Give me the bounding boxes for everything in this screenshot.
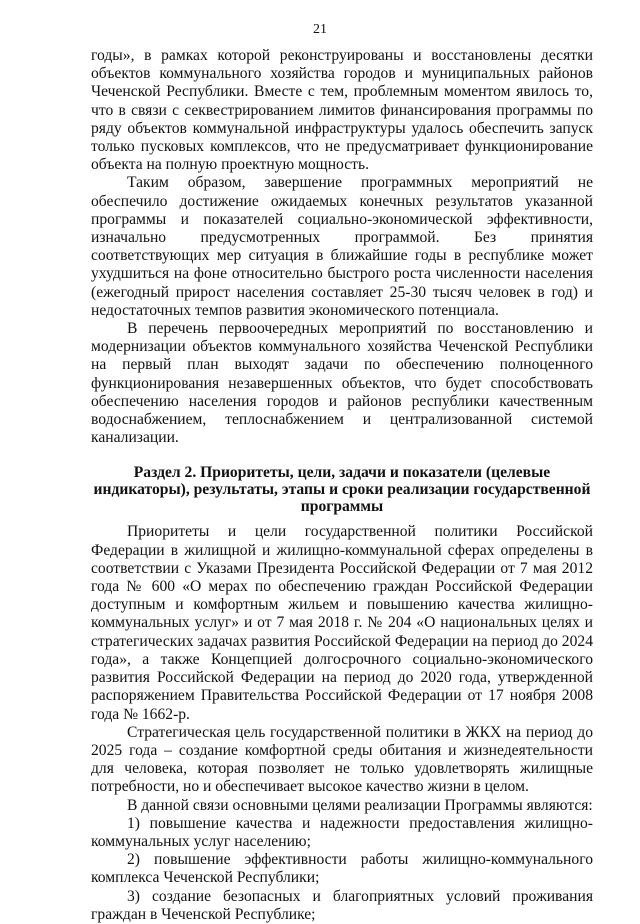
page-number: 21 bbox=[313, 22, 327, 37]
paragraph-continued: годы», в рамках которой реконструированы и восстановлены десятки объектов коммунального хозяйства городов и муниципальных районов Чеченской Республики. Вместе с тем, проблемным моментом явилось то, что в связи с секвестрированием лимитов финансирования программы по ряду объектов коммунальной инфраструктуры удалось обеспечить запуск только пусковых комплексов, что не предусматривает функционирование объекта на полную проектную мощность. bbox=[91, 47, 593, 174]
list-item: 2) повышение эффективности работы жилищно-коммунального комплекса Чеченской Республики; bbox=[91, 851, 593, 887]
section-heading: Раздел 2. Приоритеты, цели, задачи и показатели (целевые индикаторы), результаты, этапы и сроки реализации государственной программы bbox=[93, 464, 591, 516]
paragraph: В перечень первоочередных мероприятий по восстановлению и модернизации объектов коммунального хозяйства Чеченской Республики на первый план выходят задачи по обеспечению полноценного функционирования незавершенных объектов, что будет способствовать обеспечению населения городов и районов республики качественным водоснабжением, теплоснабжением и централизованной системой канализации. bbox=[91, 320, 593, 447]
paragraph: Таким образом, завершение программных мероприятий не обеспечило достижение ожидаемых конечных результатов указанной программы и показателей социально-экономической эффективности, изначально предусмотренных программой. Без принятия соответствующих мер ситуация в ближайшие годы в республике может ухудшиться на фоне относительно быстрого роста численности населения (ежегодный прирост населения составляет 25-30 тысяч человек в год) и недостаточных темпов развития экономического потенциала. bbox=[91, 174, 593, 319]
document-body bbox=[91, 47, 593, 924]
list-item: 3) создание безопасных и благоприятных условий проживания граждан в Чеченской Республике; bbox=[91, 887, 593, 923]
paragraph: Приоритеты и цели государственной политики Российской Федерации в жилищной и жилищно-коммунальной сферах определены в соответствии с Указами Президента Российской Федерации от 7 мая 2012 года № 600 «О мерах по обеспечению граждан Российской Федерации доступным и комфортным жильем и повышению качества жилищно-коммунальных услуг» и от 7 мая 2018 г. № 204 «О национальных целях и стратегических задачах развития Российской Федерации на период до 2024 года», а также Концепцией долгосрочного социально-экономического развития Российской Федерации на период до 2020 года, утвержденной распоряжением Правительства Российской Федерации от 17 ноября 2008 года № 1662-р. bbox=[91, 523, 593, 723]
list-item: 1) повышение качества и надежности предоставления жилищно-коммунальных услуг населению; bbox=[91, 814, 593, 850]
paragraph: Стратегическая цель государственной политики в ЖКХ на период до 2025 года – создание комфортной среды обитания и жизнедеятельности для человека, которая позволяет не только удовлетворять жилищные потребности, но и обеспечивает высокое качество жизни в целом. bbox=[91, 723, 593, 796]
paragraph: В данной связи основными целями реализации Программы являются: bbox=[127, 796, 593, 814]
